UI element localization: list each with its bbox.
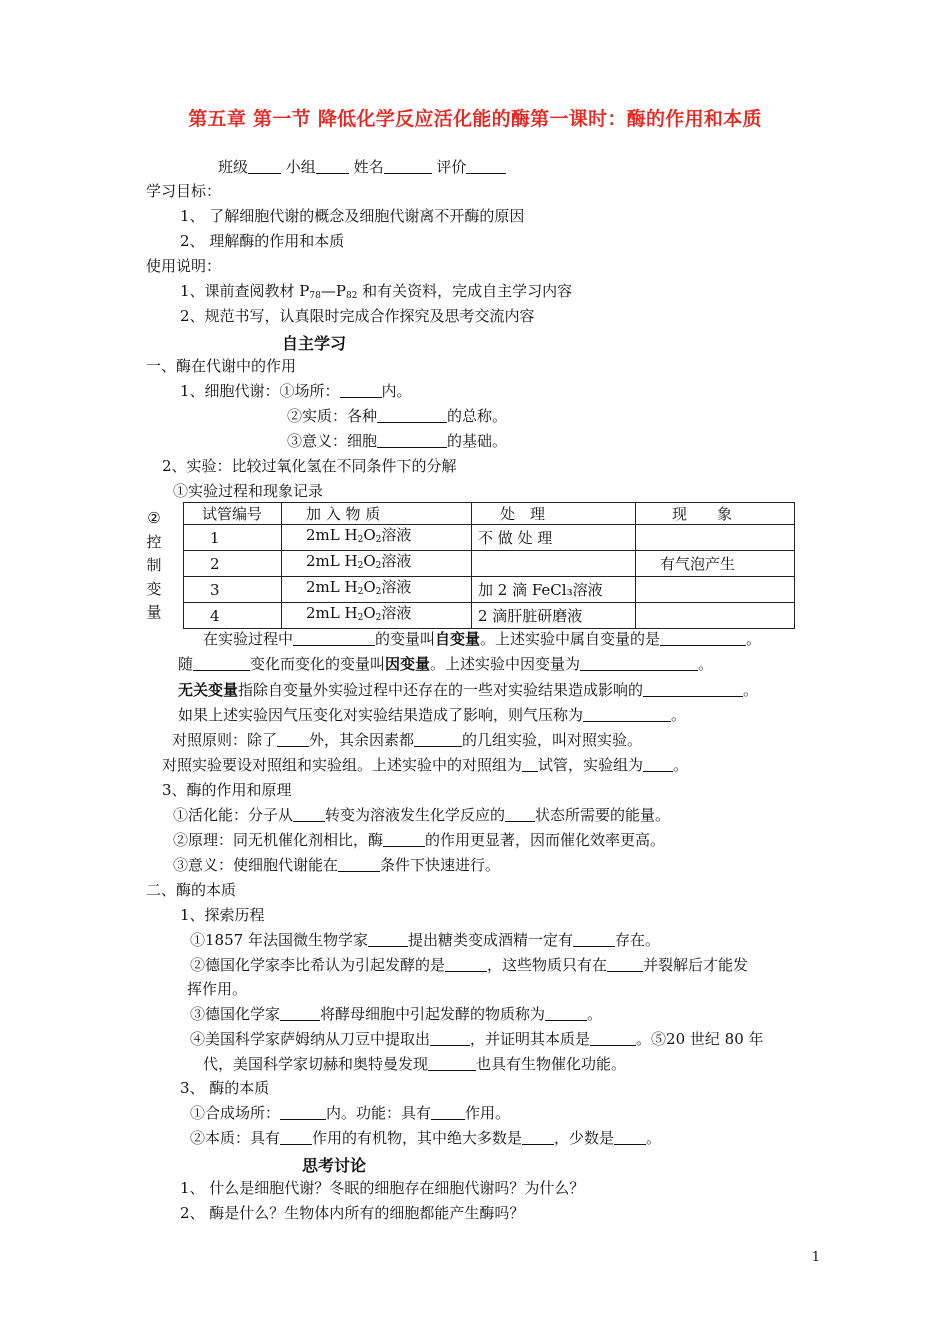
variable-line: 无关变量指除自变量外实验过程中还存在的一些对实验结果造成影响的 。: [178, 681, 759, 699]
subsection-heading: 1、探索历程: [180, 906, 265, 924]
variable-line: 对照实验要设对照组和实验组。上述实验中的对照组为 试管，实验组为 。: [162, 756, 689, 774]
history-line: 代，美国科学家切赫和奥特曼发现 也具有生物催化功能。: [203, 1055, 627, 1073]
discussion-question: 1、 什么是细胞代谢？冬眠的细胞存在细胞代谢吗？为什么？: [180, 1179, 585, 1197]
goal-item: 1、 了解细胞代谢的概念及细胞代谢离不开酶的原因: [180, 207, 525, 225]
table-row: 2 2mL $H_2O_2$溶液 有气泡产生: [184, 551, 795, 577]
discussion-question: 2、 酶是什么？生物体内所有的细胞都能产生酶吗？: [180, 1204, 525, 1222]
goals-heading: 学习目标：: [146, 182, 222, 200]
history-line: ①1857 年法国微生物学家 提出糖类变成酒精一定有 存在。: [190, 931, 660, 949]
principle-line: ③意义：使细胞代谢能在 条件下快速进行。: [173, 856, 501, 874]
variable-line: 如果上述实验因气压变化对实验结果造成了影响，则气压称为 。: [178, 706, 687, 724]
info-line: 班级 小组 姓名 评价: [218, 156, 506, 178]
column-header: 试管编号: [184, 503, 282, 525]
nature-line: ②本质：具有 作用的有机物，其中绝大多数是 ，少数是 。: [190, 1129, 662, 1147]
variable-line: 随 变化而变化的变量叫因变量。上述实验中因变量为 。: [178, 655, 714, 673]
answer-blank: [340, 381, 382, 398]
usage-heading: 使用说明：: [146, 257, 222, 275]
metabolism-line: 1、细胞代谢：①场所： 内。: [180, 382, 412, 400]
column-header: 加 入 物 质: [282, 503, 472, 525]
history-line: ③德国化学家 将酵母细胞中引起发酵的物质称为 。: [190, 1005, 603, 1023]
table-row: 1 2mL $H_2O_2$溶液 不 做 处 理: [184, 525, 795, 551]
answer-blank: [377, 406, 447, 423]
section-heading: 二、酶的本质: [146, 881, 237, 899]
meaning-line: ③意义：细胞 的基础。: [287, 432, 508, 450]
essence-line: ②实质：各种 的总称。: [287, 407, 508, 425]
principle-line: ①活化能：分子从 转变为溶液发生化学反应的 状态所需要的能量。: [173, 806, 671, 824]
variable-line: 在实验过程中 的变量叫自变量。上述实验中属自变量的是 。: [203, 630, 762, 648]
class-blank: [248, 157, 281, 174]
usage-item: 2、规范书写，认真限时完成合作探究及思考交流内容: [180, 307, 535, 325]
table-row: 4 2mL $H_2O_2$溶液 2 滴肝脏研磨液: [184, 603, 795, 629]
answer-blank: [377, 431, 447, 448]
column-header: 现 象: [636, 503, 795, 525]
page-number: 1: [811, 1250, 820, 1265]
page-title: 第五章 第一节 降低化学反应活化能的酶第一课时：酶的作用和本质: [188, 108, 762, 130]
subsection-heading: 3、 酶的本质: [180, 1079, 270, 1097]
nature-line: ①合成场所： 内。功能：具有 作用。: [190, 1104, 511, 1122]
section-heading: 一、酶在代谢中的作用: [146, 357, 297, 375]
experiment-line: 2、实验：比较过氧化氢在不同条件下的分解: [162, 457, 457, 475]
usage-item: 1、课前查阅教材 $P_{78}—P_{82}$ 和有关资料，完成自主学习内容: [180, 282, 573, 301]
history-line: 挥作用。: [187, 980, 248, 998]
eval-blank: [466, 157, 506, 174]
subsection-heading: 3、酶的作用和原理: [162, 781, 292, 799]
history-line: ④美国科学家萨姆纳从刀豆中提取出 ，并证明其本质是 。⑤20 世纪 80 年: [190, 1030, 764, 1048]
section-heading-self-study: 自主学习: [282, 334, 347, 353]
side-label-control-variable: ② 控 制 变 量: [146, 509, 162, 621]
table-row: 3 2mL $H_2O_2$溶液 加 2 滴 FeCl₃溶液: [184, 577, 795, 603]
principle-line: ②原理：同无机催化剂相比，酶 的作用更显著，因而催化效率更高。: [173, 831, 666, 849]
section-heading-discussion: 思考讨论: [302, 1156, 367, 1175]
variable-line: 对照原则：除了 外，其余因素都 的几组实验，叫对照实验。: [172, 731, 643, 749]
experiment-table: [183, 502, 795, 629]
name-blank: [384, 157, 432, 174]
group-blank: [316, 157, 349, 174]
history-line: ②德国化学家李比希认为引起发酵的是 ，这些物质只有在 并裂解后才能发: [190, 956, 749, 974]
table-header-row: [184, 503, 795, 525]
goal-item: 2、 理解酶的作用和本质: [180, 232, 345, 250]
column-header: 处 理: [472, 503, 636, 525]
record-line: ①实验过程和现象记录: [173, 482, 324, 500]
